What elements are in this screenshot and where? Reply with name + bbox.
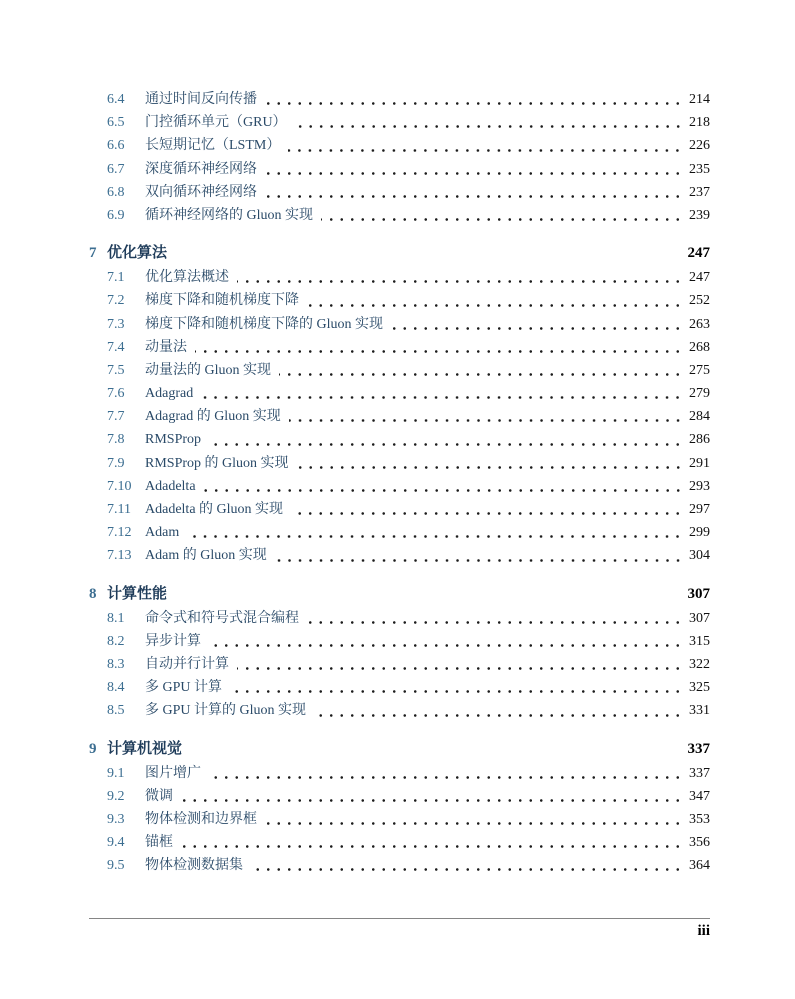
chapter-heading[interactable] (89, 582, 710, 607)
section-title: 微调 (145, 788, 173, 804)
section-page-number: 247 (689, 270, 710, 286)
toc-entry[interactable] (89, 607, 710, 630)
section-number: 6.6 (107, 138, 125, 154)
section-title: 物体检测和边界框 (145, 811, 257, 827)
section-number: 7.6 (107, 386, 125, 402)
section-page-number: 218 (689, 115, 710, 131)
chapter-title: 计算机视觉 (107, 740, 183, 757)
section-page-number: 284 (689, 409, 710, 425)
section-title: 自动并行计算 (145, 656, 229, 672)
section-page-number: 226 (689, 138, 710, 154)
section-number: 9.5 (107, 858, 125, 874)
section-title: 梯度下降和随机梯度下降 (145, 293, 299, 309)
dot-leader (209, 630, 683, 653)
toc-entry[interactable] (89, 134, 710, 157)
section-number: 7.8 (107, 432, 125, 448)
section-number: 9.3 (107, 811, 125, 827)
section-title: 物体检测数据集 (145, 858, 243, 874)
section-title: Adam 的 Gluon 实现 (145, 548, 267, 564)
toc-entry[interactable] (89, 289, 710, 312)
toc-entry[interactable] (89, 336, 710, 359)
section-title: Adadelta 的 Gluon 实现 (145, 502, 284, 517)
toc-entry[interactable] (89, 88, 710, 111)
toc-entry[interactable] (89, 158, 710, 181)
section-page-number: 307 (689, 610, 710, 626)
section-number: 7.13 (107, 548, 132, 564)
section-number: 7.11 (107, 502, 131, 517)
toc-entry[interactable] (89, 653, 710, 676)
chapter-page-number: 337 (687, 740, 710, 757)
section-number: 6.5 (107, 115, 125, 131)
section-page-number: 347 (689, 788, 710, 804)
dot-leader (291, 498, 683, 521)
section-number: 7.1 (107, 270, 125, 286)
dot-leader (181, 785, 683, 808)
chapter-heading[interactable] (89, 241, 710, 266)
section-number: 8.5 (107, 703, 125, 719)
section-title: 长短期记忆（LSTM） (145, 138, 281, 154)
section-page-number: 299 (689, 525, 710, 541)
section-number: 9.4 (107, 835, 125, 851)
section-page-number: 322 (689, 656, 710, 672)
chapter-title: 计算性能 (107, 585, 168, 602)
section-title: 动量法的 Gluon 实现 (145, 362, 271, 378)
section-number: 6.4 (107, 92, 125, 107)
section-title: 双向循环神经网络 (145, 184, 257, 200)
toc-entry[interactable] (89, 808, 710, 831)
section-number: 7.5 (107, 362, 125, 378)
section-title: Adadelta (145, 478, 196, 494)
toc-entry[interactable] (89, 630, 710, 653)
section-page-number: 252 (689, 293, 710, 309)
section-page-number: 353 (689, 811, 710, 827)
dot-leader (307, 607, 683, 630)
dot-leader (289, 405, 683, 428)
dot-leader (230, 676, 683, 699)
dot-leader (321, 204, 683, 227)
section-number: 9.2 (107, 788, 125, 804)
dot-leader (187, 521, 683, 544)
toc-entry[interactable] (89, 266, 710, 289)
section-page-number: 304 (689, 548, 710, 564)
dot-leader (237, 266, 683, 289)
section-page-number: 268 (689, 339, 710, 355)
toc-entry[interactable] (89, 498, 710, 521)
dot-leader (279, 359, 683, 382)
chapter-page-number: 247 (687, 245, 710, 262)
dot-leader (195, 336, 683, 359)
section-number: 7.3 (107, 316, 125, 332)
toc-entry[interactable] (89, 676, 710, 699)
toc-entry[interactable] (89, 452, 710, 475)
dot-leader (391, 313, 683, 336)
section-title: 锚框 (145, 835, 173, 851)
dot-leader (201, 382, 683, 405)
section-page-number: 235 (689, 161, 710, 177)
section-number: 8.3 (107, 656, 125, 672)
section-number: 6.8 (107, 184, 125, 200)
section-number: 6.9 (107, 207, 125, 223)
chapter-number: 9 (89, 740, 97, 757)
chapter-number: 7 (89, 245, 97, 262)
section-page-number: 279 (689, 386, 710, 402)
section-page-number: 291 (689, 455, 710, 471)
toc-entry[interactable] (89, 699, 710, 722)
chapter-title: 优化算法 (107, 245, 168, 262)
chapter-number: 8 (89, 585, 97, 602)
toc-entry[interactable] (89, 313, 710, 336)
section-title: RMSProp 的 Gluon 实现 (145, 455, 289, 471)
section-page-number: 331 (689, 703, 710, 719)
dot-leader (209, 428, 683, 451)
section-title: 梯度下降和随机梯度下降的 Gluon 实现 (145, 316, 383, 332)
section-number: 7.12 (107, 525, 132, 541)
dot-leader (295, 111, 683, 134)
section-title: 循环神经网络的 Gluon 实现 (145, 207, 313, 223)
section-page-number: 315 (689, 633, 710, 649)
section-number: 7.10 (107, 478, 132, 494)
dot-leader (297, 452, 683, 475)
chapter-page-number: 307 (687, 585, 710, 602)
dot-leader (265, 158, 683, 181)
toc-entry[interactable] (89, 181, 710, 204)
toc-entry[interactable] (89, 405, 710, 428)
dot-leader (265, 808, 683, 831)
section-page-number: 214 (689, 92, 710, 107)
section-title: 深度循环神经网络 (145, 161, 257, 177)
toc-entry[interactable] (89, 428, 710, 451)
section-title: Adagrad 的 Gluon 实现 (145, 409, 281, 425)
section-page-number: 237 (689, 184, 710, 200)
dot-leader (288, 134, 683, 157)
dot-leader (204, 475, 683, 498)
section-title: 动量法 (145, 339, 187, 355)
section-page-number: 263 (689, 316, 710, 332)
section-title: 异步计算 (145, 633, 201, 649)
section-number: 8.2 (107, 633, 125, 649)
toc-entry[interactable] (89, 785, 710, 808)
section-page-number: 286 (689, 432, 710, 448)
section-page-number: 239 (689, 207, 710, 223)
toc-entry[interactable] (89, 544, 710, 567)
section-number: 7.4 (107, 339, 125, 355)
dot-leader (237, 653, 683, 676)
toc-entry[interactable] (89, 359, 710, 382)
section-title: 图片增广 (145, 765, 201, 781)
section-page-number: 364 (689, 858, 710, 874)
footer-rule (89, 918, 710, 919)
toc-entry[interactable] (89, 475, 710, 498)
section-page-number: 337 (689, 765, 710, 781)
toc-entry[interactable] (89, 831, 710, 854)
section-title: Adagrad (145, 386, 194, 402)
section-page-number: 325 (689, 680, 710, 696)
section-title: 多 GPU 计算的 Gluon 实现 (145, 703, 307, 719)
section-number: 7.7 (107, 409, 125, 425)
section-title: Adam (145, 525, 180, 541)
dot-leader (265, 88, 683, 111)
dot-leader (209, 762, 683, 785)
section-number: 7.2 (107, 293, 125, 309)
section-page-number: 293 (689, 478, 710, 494)
section-title: RMSProp (145, 432, 202, 448)
dot-leader (307, 289, 683, 312)
section-number: 8.1 (107, 610, 125, 626)
section-title: 通过时间反向传播 (145, 92, 257, 107)
section-page-number: 275 (689, 362, 710, 378)
toc-entry[interactable] (89, 382, 710, 405)
toc-entry[interactable] (89, 521, 710, 544)
chapter-heading[interactable] (89, 737, 710, 762)
dot-leader (251, 854, 683, 877)
section-page-number: 297 (689, 502, 710, 517)
toc-entry[interactable] (89, 762, 710, 785)
section-title: 门控循环单元（GRU） (145, 115, 287, 131)
section-title: 多 GPU 计算 (145, 680, 223, 696)
dot-leader (181, 831, 683, 854)
dot-leader (265, 181, 683, 204)
section-number: 7.9 (107, 455, 125, 471)
dot-leader (314, 699, 683, 722)
section-number: 8.4 (107, 680, 125, 696)
section-title: 优化算法概述 (145, 270, 229, 286)
section-number: 6.7 (107, 161, 125, 177)
section-title: 命令式和符号式混合编程 (145, 610, 299, 626)
toc-entry[interactable] (89, 854, 710, 877)
table-of-contents (89, 88, 710, 877)
dot-leader (275, 544, 683, 567)
toc-entry[interactable] (89, 204, 710, 227)
page-number-label: iii (697, 923, 710, 939)
toc-entry[interactable] (89, 111, 710, 134)
section-page-number: 356 (689, 835, 710, 851)
section-number: 9.1 (107, 765, 125, 781)
